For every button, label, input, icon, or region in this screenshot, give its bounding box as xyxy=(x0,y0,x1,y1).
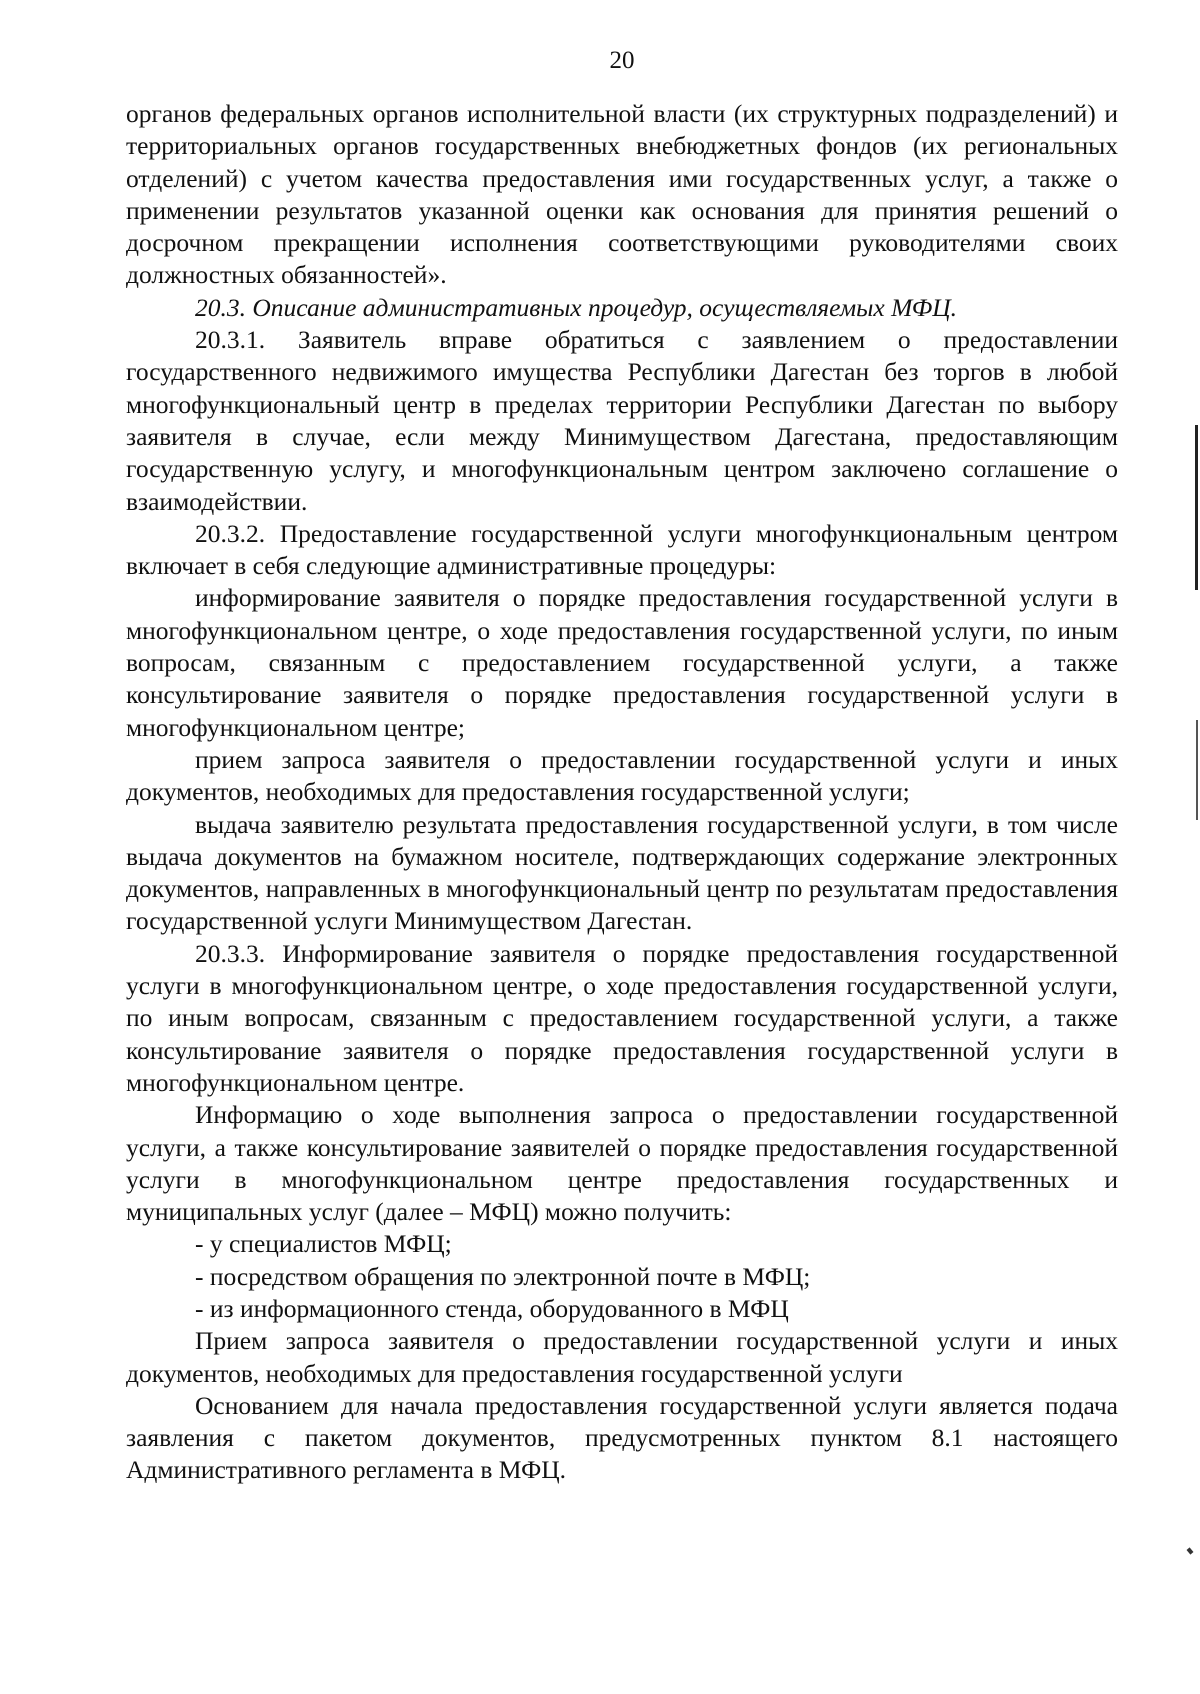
paragraph-procedure-informing: информирование заявителя о порядке предоставления государственной услуги в многофункциональном центре, о ходе предоставления государственной услуги, по иным вопросам, связанным с предоставлением государственной услуги, а также консультирование заявителя о порядке предоставления государственной услуги в многофункциональном центре; xyxy=(126,583,1118,742)
document-body xyxy=(126,98,1118,1487)
paragraph-procedure-issuance: выдача заявителю результата предоставления государственной услуги, в том числе выдача документов на бумажном носителе, подтверждающих содержание электронных документов, направленных в многофункциональный центр по результатам предоставления государственной услуги Минимуществом Дагестан. xyxy=(126,809,1118,936)
page-number: 20 xyxy=(609,47,635,74)
paragraph-20-3-2: 20.3.2. Предоставление государственной услуги многофункциональным центром включает в себя следующие административные процедуры: xyxy=(126,518,1118,581)
paragraph-information-sources: Информацию о ходе выполнения запроса о предоставлении государственной услуги, а также консультирование заявителей о порядке предоставления государственной услуги в многофункциональном центре предоставления государственных и муниципальных услуг (далее – МФЦ) можно получить: xyxy=(126,1100,1118,1227)
paragraph-procedure-request: прием запроса заявителя о предоставлении государственной услуги и иных документов, необходимых для предоставления государственной услуги; xyxy=(126,744,1118,807)
scan-edge-mark xyxy=(1196,720,1198,820)
paragraph-20-3-3: 20.3.3. Информирование заявителя о порядке предоставления государственной услуги в многофункциональном центре, о ходе предоставления государственной услуги, по иным вопросам, связанным с предоставлением государственной услуги, а также консультирование заявителя о порядке предоставления государственной услуги в многофункциональном центре. xyxy=(126,938,1118,1097)
list-item: - из информационного стенда, оборудованного в МФЦ xyxy=(195,1293,789,1323)
paragraph-basis: Основанием для начала предоставления государственной услуги является подача заявления с пакетом документов, предусмотренных пунктом 8.1 настоящего Административного регламента в МФЦ. xyxy=(126,1390,1118,1485)
paragraph-20-3-1: 20.3.1. Заявитель вправе обратиться с заявлением о предоставлении государственного недвижимого имущества Республики Дагестан без торгов в любой многофункциональный центр в пределах территории Республики Дагестан по выбору заявителя в случае, если между Минимуществом Дагестана, предоставляющим государственную услугу, и многофункциональным центром заключено соглашение о взаимодействии. xyxy=(126,325,1118,516)
scan-edge-mark xyxy=(1187,1547,1194,1554)
paragraph-continuation: органов федеральных органов исполнительной власти (их структурных подразделений) и территориальных органов государственных внебюджетных фондов (их региональных отделений) с учетом качества предоставления ими государственных услуг, а также о применении результатов указанной оценки как основания для принятия решений о досрочном прекращении исполнения соответствующими руководителями своих должностных обязанностей». xyxy=(126,99,1118,290)
scan-edge-mark xyxy=(1195,425,1198,590)
list-item: - у специалистов МФЦ; xyxy=(195,1229,452,1259)
paragraph-request-reception: Прием запроса заявителя о предоставлении государственной услуги и иных документов, необходимых для предоставления государственной услуги xyxy=(126,1326,1118,1388)
list-item: - посредством обращения по электронной почте в МФЦ; xyxy=(195,1261,811,1291)
section-heading: 20.3. Описание административных процедур, осуществляемых МФЦ. xyxy=(195,292,957,322)
